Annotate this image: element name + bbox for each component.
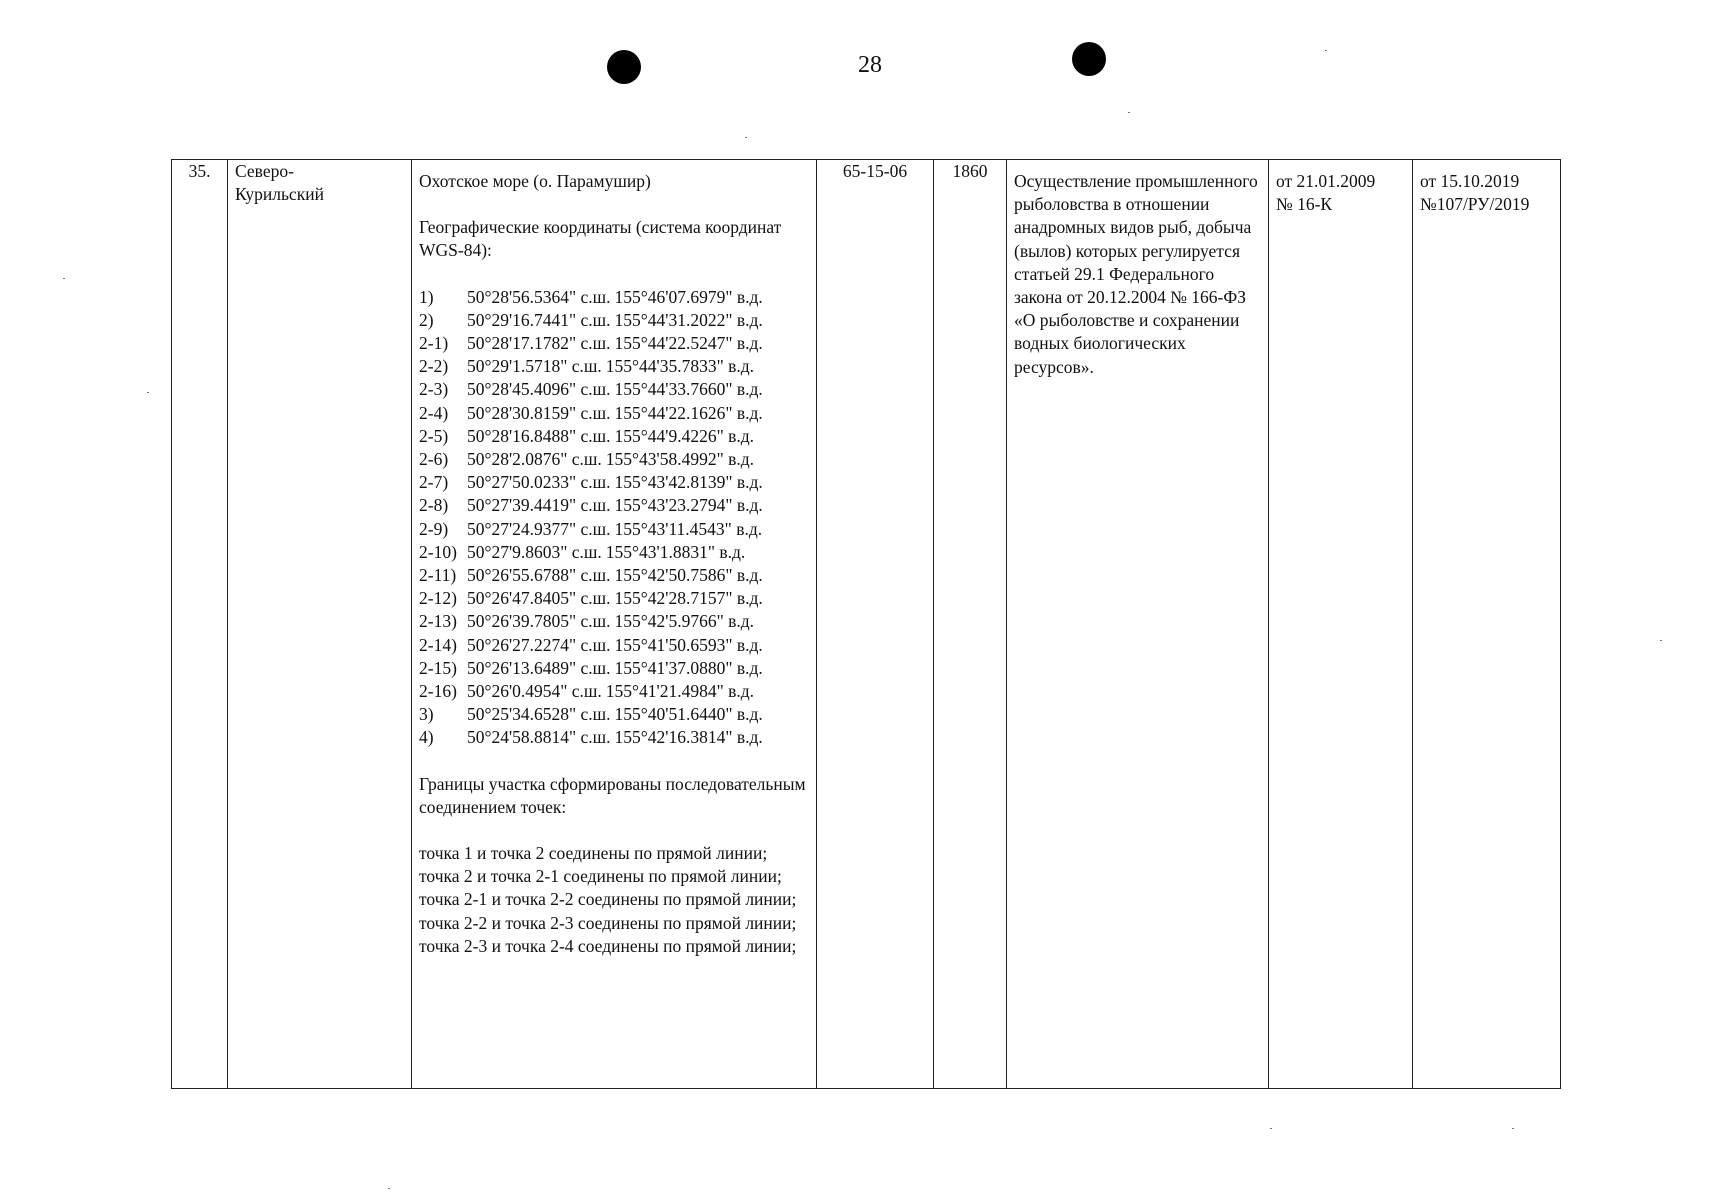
coordinate-longitude: 155°42'16.3814" в.д.: [614, 727, 763, 748]
coordinate-row: [419, 448, 809, 471]
coordinate-latitude: 50°24'58.8814" с.ш.: [467, 727, 611, 748]
coordinate-latitude: 50°27'9.8603" с.ш.: [467, 541, 602, 562]
punch-hole-right: [1072, 42, 1106, 76]
coordinate-row: [419, 425, 809, 448]
punch-hole-left: [607, 50, 641, 84]
coordinate-number: 2-13): [419, 611, 457, 632]
coordinate-longitude: 155°42'5.9766" в.д.: [614, 611, 755, 632]
coordinate-longitude: 155°44'35.7833" в.д.: [605, 356, 755, 377]
coordinate-latitude: 50°28'16.8488" с.ш.: [467, 425, 611, 446]
coordinate-number: 2-12): [419, 588, 457, 609]
coordinate-number: 2-16): [419, 681, 457, 702]
scan-speck: [1660, 640, 1662, 641]
coordinate-number: 2-14): [419, 634, 457, 655]
coordinate-longitude: 155°43'1.8831" в.д.: [605, 541, 746, 562]
page-number: 28: [858, 52, 882, 78]
coordinate-longitude: 155°44'31.2022" в.д.: [614, 309, 763, 330]
coords-heading: Географические координаты (система координат WGS-84):: [419, 217, 782, 261]
district-name: Северо-Курильский: [235, 161, 324, 205]
coordinate-latitude: 50°28'56.5364" с.ш.: [467, 286, 611, 307]
coordinate-row: [419, 703, 809, 726]
coordinate-number: 2-8): [419, 495, 449, 516]
decision-number: №107/РУ/2019: [1420, 194, 1530, 215]
coordinate-row: [419, 564, 809, 587]
table-row: [172, 160, 1561, 1089]
coordinate-latitude: 50°27'50.0233" с.ш.: [467, 472, 611, 493]
coordinate-latitude: 50°29'1.5718" с.ш.: [467, 356, 602, 377]
coordinate-number: 2-7): [419, 472, 449, 493]
coordinate-number: 2-2): [419, 356, 449, 377]
coordinate-latitude: 50°26'47.8405" с.ш.: [467, 588, 611, 609]
coordinate-row: [419, 309, 809, 332]
coordinate-longitude: 155°43'23.2794" в.д.: [614, 495, 763, 516]
scan-speck: [388, 1188, 390, 1189]
coordinate-row: [419, 494, 809, 517]
connection-line: точка 2-1 и точка 2-2 соединены по прямой линии;: [419, 889, 797, 910]
coordinate-longitude: 155°43'42.8139" в.д.: [614, 472, 763, 493]
coordinate-latitude: 50°26'0.4954" с.ш.: [467, 681, 602, 702]
coordinate-number: 2-15): [419, 657, 457, 678]
connection-line: точка 2-2 и точка 2-3 соединены по прямой линии;: [419, 912, 797, 933]
connection-line: точка 2 и точка 2-1 соединены по прямой линии;: [419, 866, 782, 887]
coordinate-longitude: 155°40'51.6440" в.д.: [614, 704, 763, 725]
coordinate-longitude: 155°42'28.7157" в.д.: [614, 588, 763, 609]
coordinate-latitude: 50°28'17.1782" с.ш.: [467, 333, 611, 354]
coordinate-row: [419, 518, 809, 541]
coordinate-number: 3): [419, 704, 434, 725]
coordinate-longitude: 155°46'07.6979" в.д.: [614, 286, 763, 307]
coordinate-longitude: 155°41'50.6593" в.д.: [614, 634, 763, 655]
area-size-cell: 1860: [934, 160, 1007, 1089]
coordinate-number: 1): [419, 286, 434, 307]
coordinate-longitude: 155°44'33.7660" в.д.: [614, 379, 763, 400]
coordinate-number: 2-1): [419, 333, 449, 354]
scan-speck: [1128, 112, 1130, 113]
coordinate-row: [419, 680, 809, 703]
coordinate-latitude: 50°26'39.7805" с.ш.: [467, 611, 611, 632]
district-cell: [228, 160, 412, 1089]
scan-speck: [1270, 1128, 1272, 1129]
decision-cell: [1413, 160, 1561, 1089]
coordinate-row: [419, 657, 809, 680]
contract-cell: [1269, 160, 1413, 1089]
code-cell: 65-15-06: [817, 160, 934, 1089]
scan-speck: [1512, 1128, 1514, 1129]
coordinate-row: [419, 726, 809, 749]
coordinate-number: 4): [419, 727, 434, 748]
connection-line: точка 1 и точка 2 соединены по прямой линии;: [419, 843, 768, 864]
coordinate-latitude: 50°26'13.6489" с.ш.: [467, 657, 611, 678]
coordinate-longitude: 155°43'11.4543" в.д.: [614, 518, 763, 539]
coordinate-longitude: 155°44'22.1626" в.д.: [614, 402, 763, 423]
row-number: 35.: [172, 160, 228, 1089]
coordinate-latitude: 50°28'45.4096" с.ш.: [467, 379, 611, 400]
area-description-cell: [412, 160, 817, 1089]
coordinate-row: [419, 587, 809, 610]
coordinate-latitude: 50°28'30.8159" с.ш.: [467, 402, 611, 423]
coordinate-row: [419, 610, 809, 633]
coordinate-number: 2): [419, 309, 434, 330]
coordinate-longitude: 155°44'22.5247" в.д.: [614, 333, 763, 354]
coordinate-latitude: 50°27'39.4419" с.ш.: [467, 495, 611, 516]
coordinate-number: 2-9): [419, 518, 449, 539]
coordinate-latitude: 50°26'27.2274" с.ш.: [467, 634, 611, 655]
coordinate-row: [419, 541, 809, 564]
contract-date: от 21.01.2009: [1276, 171, 1376, 191]
coordinate-row: [419, 471, 809, 494]
coordinate-latitude: 50°28'2.0876" с.ш.: [467, 449, 602, 470]
coordinate-row: [419, 634, 809, 657]
coordinate-row: [419, 286, 809, 309]
coordinate-latitude: 50°27'24.9377" с.ш.: [467, 518, 611, 539]
coordinate-number: 2-4): [419, 402, 449, 423]
coordinate-latitude: 50°25'34.6528" с.ш.: [467, 704, 611, 725]
coordinate-number: 2-11): [419, 565, 457, 586]
connection-list: [419, 842, 809, 958]
coordinate-longitude: 155°41'37.0880" в.д.: [614, 657, 763, 678]
coordinate-latitude: 50°26'55.6788" с.ш.: [467, 565, 611, 586]
purpose-cell: Осуществление промышленного рыболовства в отношении анадромных видов рыб, добыча (вылов) которых регулируется статьей 29.1 Федерального закона от 20.12.2004 № 166-ФЗ «О рыболовстве и сохранении водных биологических ресурсов».: [1007, 160, 1269, 1089]
coordinate-row: [419, 332, 809, 355]
coordinate-row: [419, 402, 809, 425]
scan-speck: [745, 137, 747, 138]
coordinate-number: 2-10): [419, 541, 457, 562]
coordinate-longitude: 155°41'21.4984" в.д.: [605, 681, 755, 702]
coordinate-list: [419, 286, 809, 750]
decision-date: от 15.10.2019: [1420, 171, 1520, 191]
coordinate-longitude: 155°42'50.7586" в.д.: [614, 565, 763, 586]
coordinate-number: 2-6): [419, 449, 449, 470]
contract-number: № 16-К: [1276, 194, 1333, 215]
boundary-heading: Границы участка сформированы последовательным соединением точек:: [419, 773, 806, 817]
coordinate-row: [419, 355, 809, 378]
scan-speck: [147, 392, 149, 393]
coordinate-longitude: 155°44'9.4226" в.д.: [614, 425, 755, 446]
scan-speck: [1325, 50, 1327, 51]
connection-line: точка 2-3 и точка 2-4 соединены по прямой линии;: [419, 935, 797, 956]
scan-speck: [63, 278, 65, 279]
coordinate-longitude: 155°43'58.4992" в.д.: [605, 449, 755, 470]
coordinate-latitude: 50°29'16.7441" с.ш.: [467, 309, 611, 330]
coordinate-number: 2-5): [419, 425, 449, 446]
area-title: Охотское море (о. Парамушир): [419, 171, 651, 191]
coordinate-number: 2-3): [419, 379, 449, 400]
fishing-areas-table: [171, 159, 1561, 1089]
coordinate-row: [419, 378, 809, 401]
